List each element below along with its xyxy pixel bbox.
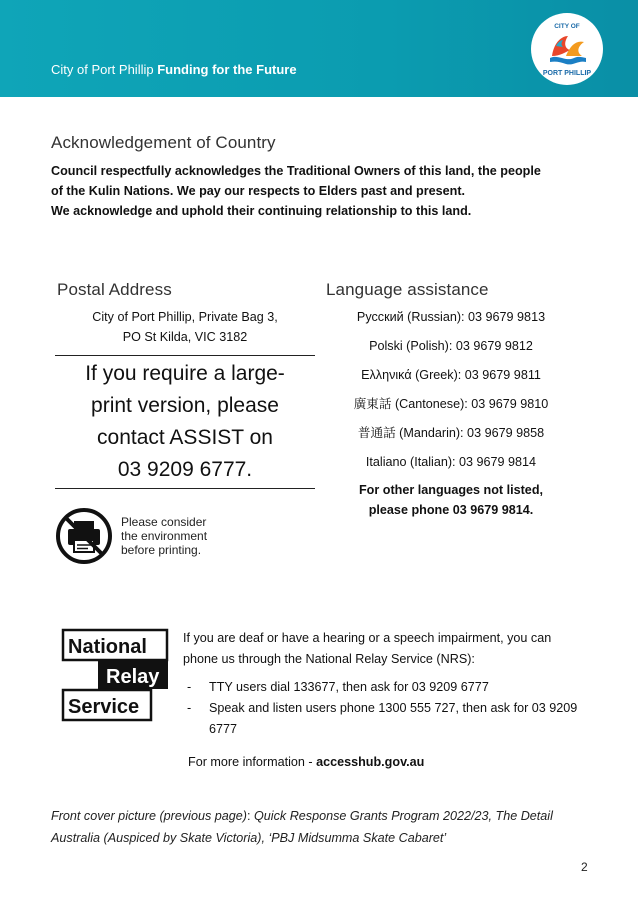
language-item-italian: Italiano (Italian): 03 9679 9814 [365,455,537,469]
environment-line: the environment [121,529,208,543]
environment-notice [121,515,207,557]
acknowledgement-line: Council respectfully acknowledges the Traditional Owners of this land, the people [51,164,541,178]
page-number: 2 [581,860,588,874]
more-information [188,752,424,772]
language-heading: Language assistance [326,280,489,299]
large-print-notice [55,358,315,486]
large-print-line: print version, please [91,394,279,417]
caption-separator: : [247,809,254,823]
header-title [51,62,297,77]
nrs-list [183,677,583,740]
environment-line: before printing. [121,543,202,557]
header-tagline: Funding for the Future [157,62,297,77]
logo-bottom-text: PORT PHILLIP [542,70,592,77]
nrs-logo-national: National [68,636,147,658]
large-print-line: 03 9209 6777. [117,458,253,481]
other-languages-note [326,480,576,520]
language-item-mandarin: 普通話 (Mandarin): 03 9679 9858 [357,426,545,440]
language-list [326,306,576,520]
more-info-prefix: For more information - [188,755,317,769]
postal-heading: Postal Address [57,280,172,299]
large-print-line: If you require a large- [85,362,285,385]
language-item-polish: Polski (Polish): 03 9679 9812 [369,339,533,353]
divider-bottom [55,488,315,489]
nrs-info [183,628,583,740]
list-item: - Speak and listen users phone 1300 555 727, then ask for 03 9209 6777 [187,701,578,736]
postal-line: City of Port Phillip, Private Bag 3, [92,310,278,324]
accesshub-link[interactable]: accesshub.gov.au [316,755,425,769]
acknowledgement-line: We acknowledge and uphold their continuing relationship to this land. [51,204,472,218]
national-relay-service-logo [60,628,172,722]
large-print-line: contact ASSIST on [97,426,273,449]
postal-address [56,307,314,347]
nrs-intro: If you are deaf or have a hearing or a speech impairment, you can phone us through the National Relay Service (NRS): [183,631,552,666]
divider-top [55,355,315,356]
other-languages-line: For other languages not listed, [358,483,544,497]
cover-caption [51,805,591,849]
acknowledgement-line: of the Kulin Nations. We pay our respects to Elders past and present. [51,184,466,198]
page-header [0,0,638,97]
nrs-item-speak-listen: Speak and listen users phone 1300 555 727, then ask for 03 9209 6777 [209,701,578,736]
header-org: City of Port Phillip [51,62,154,77]
caption-text: Quick Response Grants Program 2022/23, The Detail Australia (Auspiced by Skate Victoria), ‘PBJ Midsumma Skate Cabaret’ [51,809,553,845]
list-item: - TTY users dial 133677, then ask for 03 9209 6777 [187,680,489,694]
nrs-item-tty: TTY users dial 133677, then ask for 03 9209 6777 [209,680,489,694]
no-printer-icon [55,507,113,565]
environment-line: Please consider [121,515,207,529]
nrs-logo-service: Service [68,696,140,718]
language-item-greek: Ελληνικά (Greek): 03 9679 9811 [361,368,541,382]
nrs-logo-relay: Relay [106,666,160,688]
language-item-cantonese: 廣東話 (Cantonese): 03 9679 9810 [353,397,549,411]
logo-top-text: CITY OF [554,23,580,30]
postal-line: PO St Kilda, VIC 3182 [122,330,248,344]
caption-label: Front cover picture (previous page) [51,809,247,823]
acknowledgement-text [51,161,591,221]
language-item-russian: Русский (Russian): 03 9679 9813 [356,310,546,324]
acknowledgement-heading: Acknowledgement of Country [51,133,276,152]
other-languages-line: please phone 03 9679 9814. [368,503,534,517]
city-of-port-phillip-logo [530,12,604,86]
